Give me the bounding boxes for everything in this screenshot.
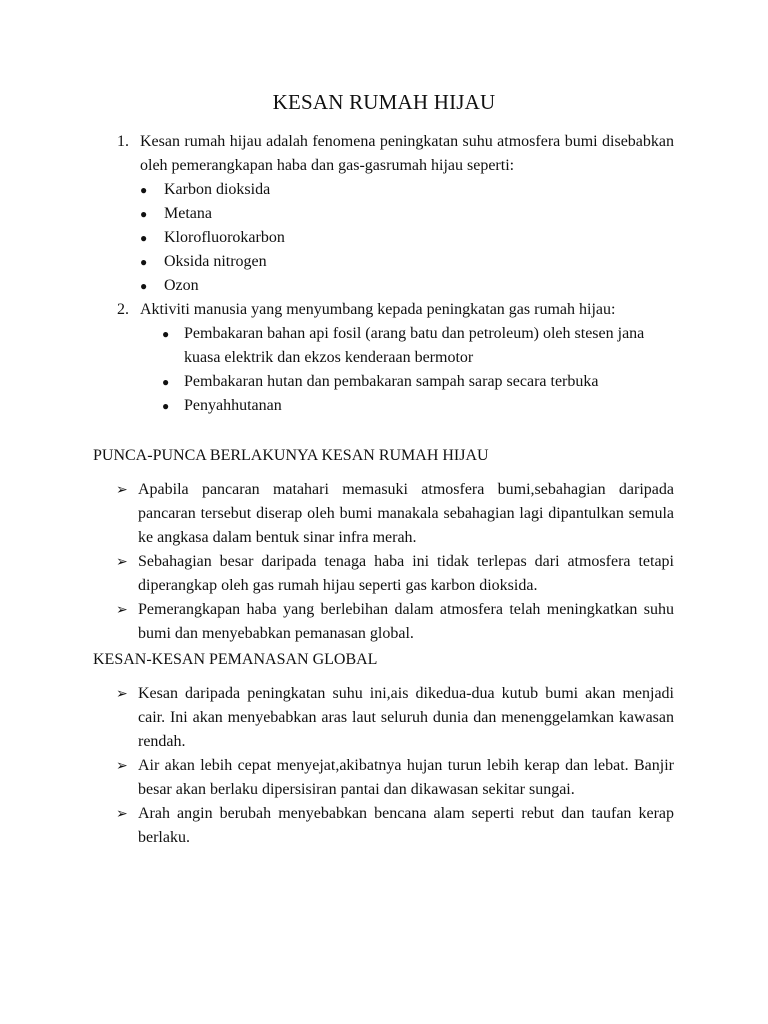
arrow-bullet-icon: ➢ xyxy=(116,602,128,618)
list-item-text: Ozon xyxy=(164,277,199,294)
arrow-item-text: Pemerangkapan haba yang berlebihan dalam atmosfera telah meningkatkan suhu bumi dan menyebabkan pemanasan global. xyxy=(138,601,674,642)
arrow-bullet-icon: ➢ xyxy=(116,758,128,774)
list-item-text: Oksida nitrogen xyxy=(164,253,267,270)
bullet-list xyxy=(162,322,674,418)
arrow-list-punca xyxy=(116,478,674,646)
arrow-list-kesan xyxy=(116,682,674,850)
list-item xyxy=(140,226,674,250)
bullet-list xyxy=(140,178,674,298)
numbered-item-text: Aktiviti manusia yang menyumbang kepada peningkatan gas rumah hijau: xyxy=(140,301,616,318)
bullet-icon: ● xyxy=(162,399,170,413)
arrow-bullet-icon: ➢ xyxy=(116,554,128,570)
arrow-item-text: Air akan lebih cepat menyejat,akibatnya hujan turun lebih kerap dan lebat. Banjir besar akan berlaku dipersisiran pantai dan dikawasan sekitar sungai. xyxy=(138,757,674,798)
bullet-icon: ● xyxy=(162,375,170,389)
arrow-bullet-icon: ➢ xyxy=(116,686,128,702)
arrow-item xyxy=(116,802,674,850)
bullet-icon: ● xyxy=(140,183,148,197)
list-item xyxy=(162,370,674,394)
bullet-icon: ● xyxy=(140,207,148,221)
bullet-icon: ● xyxy=(140,279,148,293)
list-item-text: Metana xyxy=(164,205,212,222)
arrow-item xyxy=(116,550,674,598)
section-heading-kesan: KESAN-KESAN PEMANASAN GLOBAL xyxy=(93,651,378,668)
numbered-item-1 xyxy=(117,130,674,298)
arrow-item-text: Apabila pancaran matahari memasuki atmosfera bumi,sebahagian daripada pancaran tersebut diserap oleh bumi manakala sebahagian lagi dipantulkan semula ke angkasa dalam bentuk sinar infra merah. xyxy=(138,481,674,546)
arrow-item xyxy=(116,478,674,550)
bullet-icon: ● xyxy=(140,255,148,269)
list-item xyxy=(162,394,674,418)
list-item xyxy=(140,250,674,274)
list-item-text: Pembakaran hutan dan pembakaran sampah sarap secara terbuka xyxy=(184,373,599,390)
arrow-item-text: Kesan daripada peningkatan suhu ini,ais dikedua-dua kutub bumi akan menjadi cair. Ini akan menyebabkan aras laut seluruh dunia dan menenggelamkan kawasan rendah. xyxy=(138,685,674,750)
list-number: 1. xyxy=(117,133,129,150)
list-item-text: Penyahhutanan xyxy=(184,397,282,414)
list-item xyxy=(162,322,674,370)
list-item-text: Klorofluorokarbon xyxy=(164,229,285,246)
arrow-item-text: Arah angin berubah menyebabkan bencana alam seperti rebut dan taufan kerap berlaku. xyxy=(138,805,674,846)
list-item-text: Pembakaran bahan api fosil (arang batu dan petroleum) oleh stesen jana kuasa elektrik dan ekzos kenderaan bermotor xyxy=(184,325,645,366)
bullet-icon: ● xyxy=(162,327,170,341)
arrow-item xyxy=(116,754,674,802)
numbered-item-2 xyxy=(117,298,674,418)
list-item xyxy=(140,274,674,298)
numbered-list xyxy=(117,130,674,418)
bullet-icon: ● xyxy=(140,231,148,245)
list-item xyxy=(140,202,674,226)
document-title: KESAN RUMAH HIJAU xyxy=(272,90,496,114)
arrow-item xyxy=(116,598,674,646)
arrow-item xyxy=(116,682,674,754)
numbered-item-text: Kesan rumah hijau adalah fenomena peningkatan suhu atmosfera bumi disebabkan oleh pemerangkapan haba dan gas-gasrumah hijau seperti: xyxy=(140,133,674,174)
arrow-item-text: Sebahagian besar daripada tenaga haba ini tidak terlepas dari atmosfera tetapi diperangkap oleh gas rumah hijau seperti gas karbon dioksida. xyxy=(138,553,674,594)
arrow-bullet-icon: ➢ xyxy=(116,482,128,498)
list-item-text: Karbon dioksida xyxy=(164,181,271,198)
list-item xyxy=(140,178,674,202)
arrow-bullet-icon: ➢ xyxy=(116,806,128,822)
list-number: 2. xyxy=(117,301,129,318)
section-heading-punca: PUNCA-PUNCA BERLAKUNYA KESAN RUMAH HIJAU xyxy=(93,447,489,464)
